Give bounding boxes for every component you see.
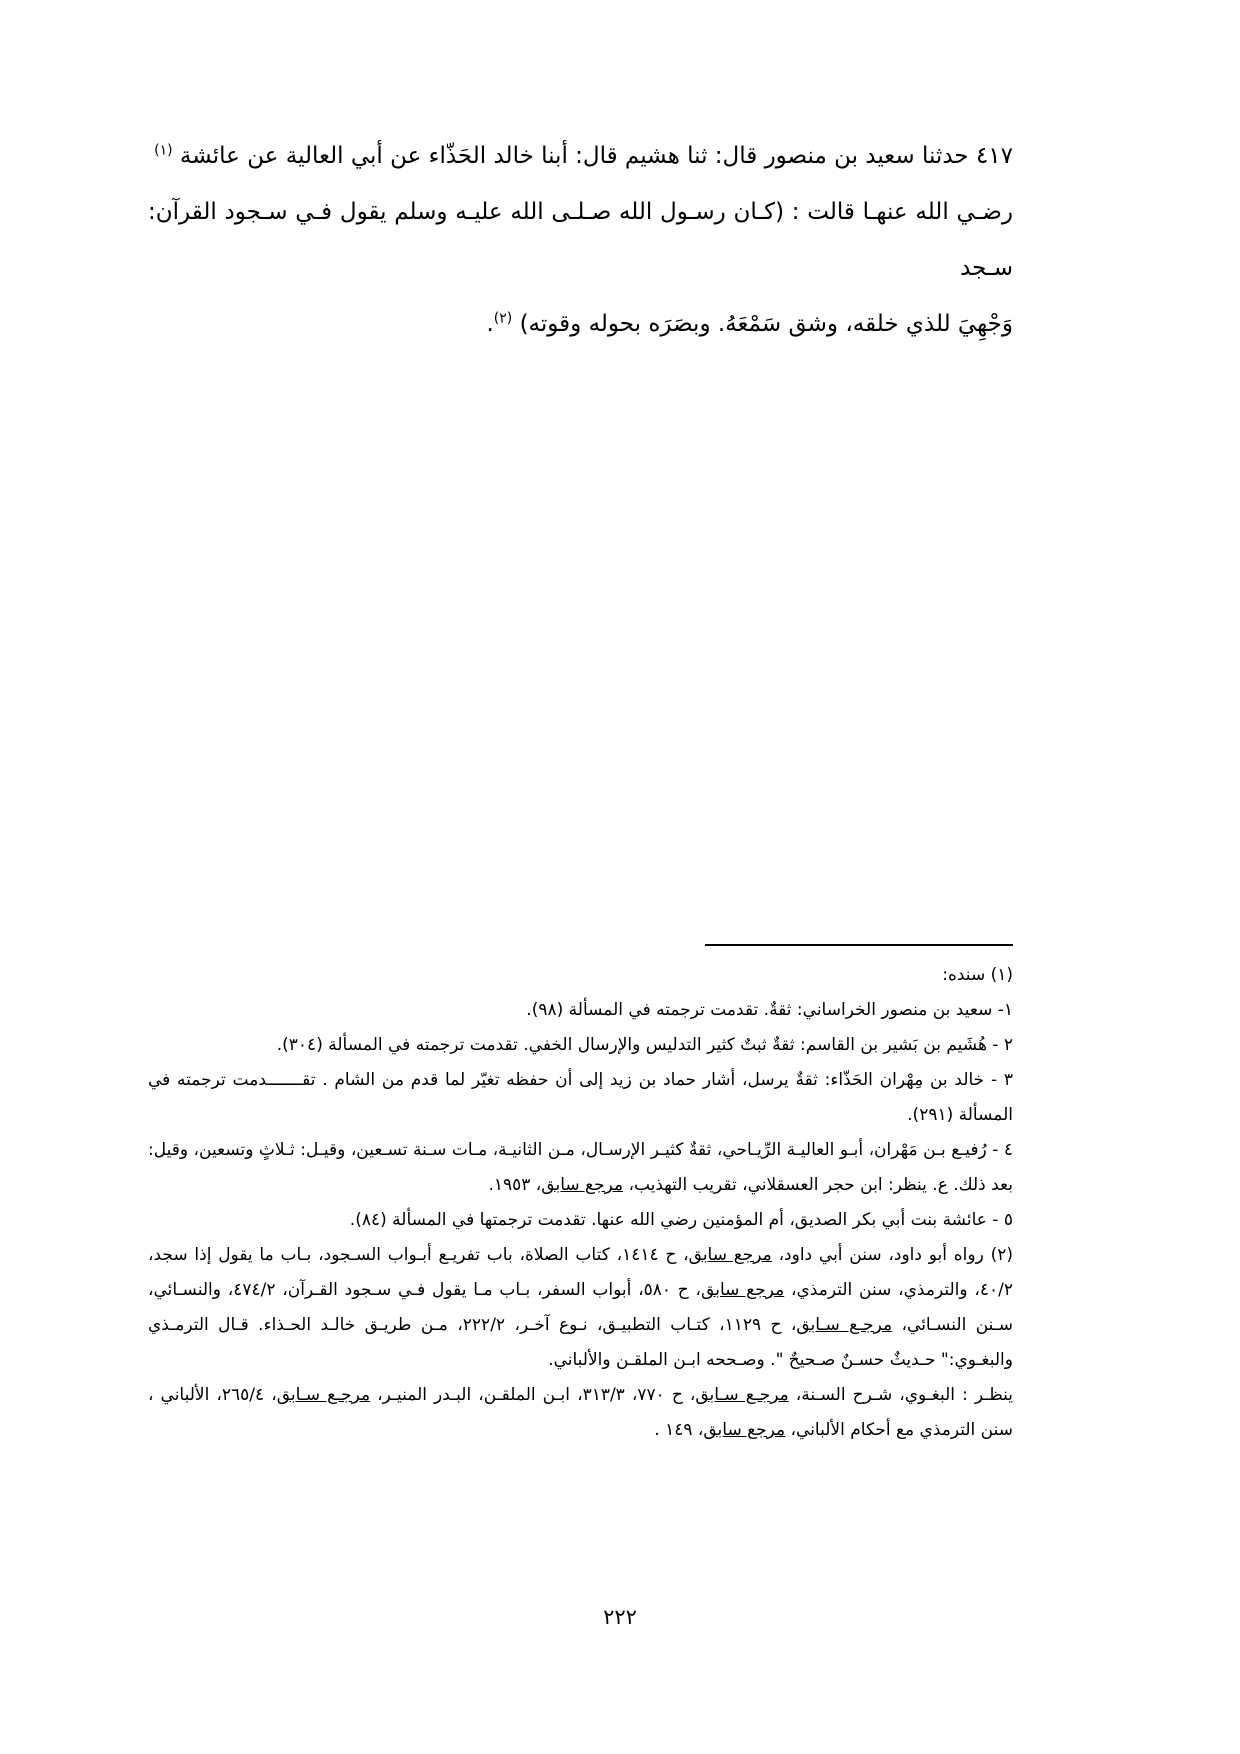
footnote-1-item-2: ٢ - هُشَيم بن بَشير بن القاسم: ثقةٌ ثبتٌ كثير التدليس والإرسال الخفي. تقدمت ترجمته في المسألة (٣٠٤). (276, 1035, 1013, 1055)
footnote-3-text-b: ، ح ٧٧٠، ٣١٣/٣، ابـن الملقـن، البـدر المنيـر، (370, 1385, 696, 1405)
main-line-3 (148, 296, 1013, 352)
footnote-2 (148, 1238, 1013, 1378)
footnote-3-text-a: ينظـر : البغـوي، شـرح السـنة، (788, 1385, 1014, 1405)
footnote-1-item-3: ٣ - خالد بن مِهْران الحَذّاء: ثقةٌ يرسل، أشار حماد بن زيد إلى أن حفظه تغيّر لما قدم من الشام . تقـــــــدمت ترجمته في المسألة (٢٩١). (148, 1070, 1013, 1125)
footnote-3 (148, 1378, 1013, 1448)
footnotes (148, 958, 1013, 1448)
footnote-2-text-d: ، ح ١١٢٩، كتـاب التطبيـق، نـوع آخـر، ٢٢٢/٢، مـن طريـق خالـد الحـذاء. قـال الترمـذي والبغـوي:" حـديثٌ حسـنٌ صـحيحٌ ". وصـححه ابـن الملقـن والألباني. (148, 1315, 1013, 1370)
main-line-1 (148, 128, 1013, 184)
main-line-1-text: ٤١٧ حدثنا سعيد بن منصور قال: ثنا هشيم قال: أبنا خالد الحَذّاء عن أبي العالية عن عائشة (179, 143, 1013, 169)
footnote-3-text-d: ، ١٤٩ . (654, 1420, 704, 1440)
reference-link: مرجع سابق (688, 1245, 772, 1265)
reference-link: مرجـع سـابق (695, 1385, 789, 1405)
footnote-2-text-a: (٢) رواه أبو داود، سنن أبي داود، (771, 1245, 1013, 1265)
reference-link: مرجـع سـابق (276, 1385, 371, 1405)
page-number: ٢٢٢ (603, 1605, 637, 1629)
footnote-1-item-5: ٥ - عائشة بنت أبي بكر الصديق، أم المؤمنين رضي الله عنها. تقدمت ترجمتها في المسألة (٨٤). (349, 1210, 1013, 1230)
footnote-1-item-4 (148, 1133, 1013, 1203)
reference-link: مرجع سابق (703, 1420, 786, 1440)
main-text (148, 128, 1013, 352)
main-line-2: رضـي الله عنهـا قالت : (كـان رسـول الله صـلـى الله عليـه وسلم يقول فـي سـجود القرآن: سـجد (148, 199, 1013, 281)
footnote-separator (705, 944, 1013, 946)
footnote-1-item-4-end: ، ١٩٥٣. (488, 1175, 542, 1195)
footnote-1-item-1: ١- سعيد بن منصور الخراساني: ثقةٌ. تقدمت ترجمته في المسألة (٩٨). (526, 1000, 1013, 1020)
footnote-2-text-b: ، ح ١٤١٤، كتاب الصلاة، باب تفريـع أبـواب السـجود، بـاب ما يقول إذا سجد، ٤٠/٢، والترمذي، سنن الترمذي، (148, 1245, 1013, 1300)
footnote-2-text-c: ، ح ٥٨٠، أبواب السفر، بـاب مـا يقول فـي سـجود القـرآن، ٤٧٤/٢، والنسـائي، سـنن النسـائي، (148, 1280, 1013, 1335)
reference-link: مرجع سابق (541, 1175, 624, 1195)
reference-link: مرجع سابق (701, 1280, 785, 1300)
footnote-ref-2[interactable]: (٢) (493, 310, 513, 327)
footnote-ref-1[interactable]: (١) (154, 142, 173, 159)
footnote-3-text-c: ، ٢٦٥/٤، الألباني ، سنن الترمذي مع أحكام الألباني، (148, 1385, 1013, 1440)
footnote-1-item-4-text: ٤ - رُفيـع بـن مَهْران، أبـو العاليـة الرِّيـاحي، ثقةٌ كثيـر الإرسـال، مـن الثانيـة، مـات سـنة تسـعين، وقيـل: ثـلاثٍ وتسعين، وقيل: بعد ذلك. ع. ينظر: ابن حجر العسقلاني، تقريب التهذيب، (148, 1140, 1013, 1195)
main-line-3-end: . (486, 311, 494, 337)
reference-link: مرجـع سـابق (796, 1315, 893, 1335)
main-line-3-text: وَجْهِيَ للذي خلقه، وشق سَمْعَهُ. وبصَرَه بحوله وقوته) (519, 311, 1013, 337)
footnote-1-heading: (١) سنده: (942, 965, 1013, 985)
